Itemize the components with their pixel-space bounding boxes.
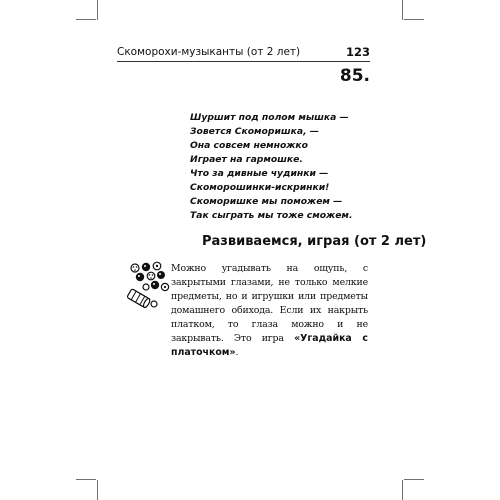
tip-paragraph: [171, 262, 368, 360]
header-rule: [117, 61, 370, 62]
page-number: 123: [345, 45, 370, 59]
poem-line: Зовется Скоморишка, —: [190, 126, 319, 137]
tip-text-end: .: [235, 347, 239, 358]
crop-mark: [402, 480, 403, 500]
running-title: Скоморохи-музыканты (от 2 лет): [117, 46, 301, 58]
poem-line: Скоморишке мы поможем —: [190, 196, 343, 207]
crop-mark: [76, 479, 96, 480]
section-heading: Развиваемся, играя (от 2 лет): [202, 234, 427, 249]
toys-beads-icon: [126, 261, 172, 311]
crop-mark: [402, 0, 403, 20]
crop-mark: [404, 19, 424, 20]
game-name: «Угадайка с платочком»: [171, 333, 368, 358]
poem-line: Шуршит под полом мышка —: [190, 112, 349, 123]
crop-mark: [97, 480, 98, 500]
poem-line: Что за дивные чудинки —: [190, 168, 329, 179]
poem-stanza: [190, 111, 349, 167]
tip-text: Можно угадывать на ощупь, с закрытыми глазами, не только мелкие предметы, но и игрушки или предметы домашнего обихода. Если их накрыть платком, то глаза можно и не закрывать. Это игра: [171, 263, 368, 344]
crop-mark: [76, 19, 96, 20]
poem-line: Играет на гармошке.: [190, 154, 303, 165]
running-head: [117, 46, 370, 60]
crop-mark: [97, 0, 98, 20]
crop-mark: [404, 479, 424, 480]
poem-line: Скоморошинки-искринки!: [190, 182, 330, 193]
book-page: [117, 40, 427, 460]
poem-number: 85.: [339, 66, 370, 86]
poem-line: Она совсем немножко: [190, 140, 308, 151]
poem-stanza: [190, 167, 352, 223]
poem-line: Так сыграть мы тоже сможем.: [190, 210, 353, 221]
